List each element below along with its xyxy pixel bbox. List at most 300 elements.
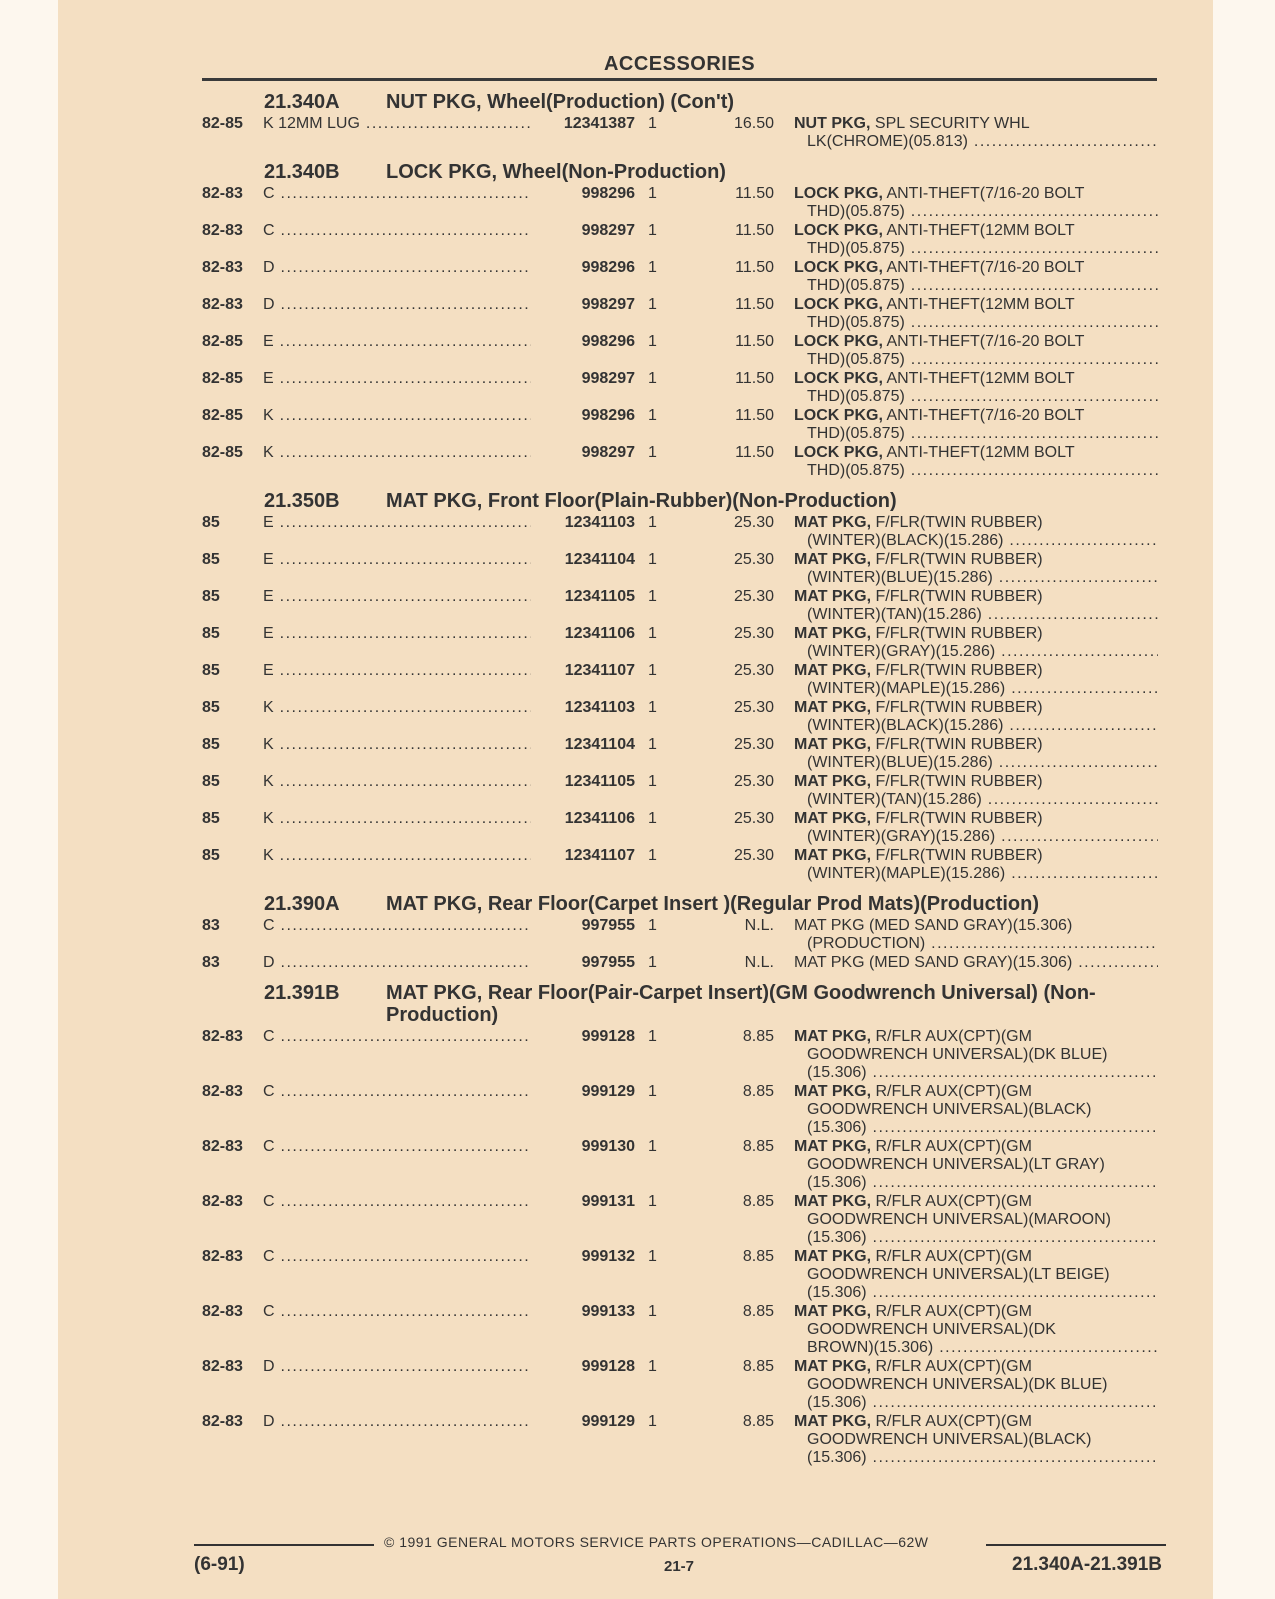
footer-range: 21.340A-21.391B bbox=[1012, 1554, 1162, 1575]
description-text: MAT PKG (MED SAND GRAY)(15.306) bbox=[794, 954, 1073, 971]
row-quantity: 1 bbox=[648, 1358, 657, 1375]
row-model: C ..... bbox=[263, 185, 531, 203]
row-quantity: 1 bbox=[648, 1138, 657, 1155]
row-part-number: 998297 bbox=[581, 296, 635, 313]
row-part-number: 999132 bbox=[581, 1248, 635, 1265]
row-years: 85 bbox=[202, 736, 220, 753]
row-price: 25.30 bbox=[733, 662, 774, 679]
row-price: 8.85 bbox=[742, 1248, 774, 1265]
row-description bbox=[794, 588, 1158, 624]
table-row bbox=[202, 810, 1157, 846]
description-text: R/FLR AUX(CPT)(GM bbox=[871, 1248, 1032, 1265]
row-description bbox=[794, 1138, 1158, 1192]
section-heading bbox=[202, 982, 1157, 1026]
row-model: C ..... bbox=[263, 1303, 531, 1321]
row-years: 85 bbox=[202, 773, 220, 790]
description-line bbox=[794, 736, 1158, 754]
description-line bbox=[794, 717, 1158, 735]
description-bold: MAT PKG, bbox=[794, 1083, 872, 1100]
description-line bbox=[794, 407, 1158, 425]
row-price: 11.50 bbox=[735, 444, 774, 461]
row-model: K ..... bbox=[263, 444, 531, 462]
row-model: E ..... bbox=[263, 625, 531, 643]
row-description bbox=[794, 185, 1158, 221]
footer-rule-left bbox=[194, 1544, 374, 1546]
section-heading bbox=[202, 161, 1157, 183]
table-row bbox=[202, 662, 1157, 698]
row-description bbox=[794, 333, 1158, 369]
row-part-number: 12341107 bbox=[564, 662, 635, 679]
table-row bbox=[202, 296, 1157, 332]
row-years: 82-85 bbox=[202, 115, 243, 132]
row-price: 8.85 bbox=[742, 1413, 774, 1430]
row-years: 82-83 bbox=[202, 1358, 243, 1375]
row-model: K ..... bbox=[263, 847, 531, 865]
row-quantity: 1 bbox=[648, 185, 657, 202]
row-description bbox=[794, 699, 1158, 735]
table-row bbox=[202, 115, 1157, 151]
description-text: THD)(05.875) bbox=[807, 240, 905, 257]
row-part-number: 999128 bbox=[581, 1028, 635, 1045]
description-line bbox=[794, 606, 1158, 624]
description-line bbox=[794, 351, 1158, 369]
row-part-number: 999128 bbox=[581, 1358, 635, 1375]
table-row bbox=[202, 917, 1157, 953]
row-description bbox=[794, 222, 1158, 258]
description-bold: MAT PKG, bbox=[794, 1028, 872, 1045]
description-text: (WINTER)(TAN)(15.286) bbox=[807, 791, 982, 808]
row-years: 82-83 bbox=[202, 1138, 243, 1155]
description-text: (WINTER)(TAN)(15.286) bbox=[807, 606, 982, 623]
row-model: E ..... bbox=[263, 514, 531, 532]
description-line bbox=[794, 388, 1158, 406]
row-model: D ..... bbox=[263, 1358, 531, 1376]
row-model: K ..... bbox=[263, 810, 531, 828]
description-line bbox=[794, 1358, 1158, 1376]
row-price: 8.85 bbox=[742, 1138, 774, 1155]
description-line bbox=[794, 203, 1158, 221]
row-price: 11.50 bbox=[735, 259, 774, 276]
row-model: C ..... bbox=[263, 222, 531, 240]
description-line bbox=[794, 643, 1158, 661]
description-text: GOODWRENCH UNIVERSAL)(DK bbox=[807, 1321, 1056, 1338]
description-text: SPL SECURITY WHL bbox=[870, 115, 1030, 132]
row-description bbox=[794, 115, 1158, 151]
section-title: MAT PKG, Rear Floor(Pair-Carpet Insert)(GM Goodwrench Universal) (Non-Production) bbox=[386, 982, 1096, 1026]
description-text: ANTI-THEFT(12MM BOLT bbox=[882, 222, 1075, 239]
description-text: F/FLR(TWIN RUBBER) bbox=[871, 588, 1043, 605]
row-price: 11.50 bbox=[735, 296, 774, 313]
description-text: ANTI-THEFT(12MM BOLT bbox=[882, 444, 1075, 461]
description-text: BROWN)(15.306) bbox=[807, 1339, 934, 1356]
row-price: 8.85 bbox=[742, 1303, 774, 1320]
row-part-number: 997955 bbox=[581, 917, 635, 934]
row-quantity: 1 bbox=[648, 1248, 657, 1265]
row-years: 82-83 bbox=[202, 185, 243, 202]
row-description bbox=[794, 847, 1158, 883]
row-description bbox=[794, 444, 1158, 480]
section-code: 21.391B bbox=[264, 982, 340, 1004]
row-quantity: 1 bbox=[648, 810, 657, 827]
section-title: MAT PKG, Rear Floor(Carpet Insert )(Regular Prod Mats)(Production) bbox=[386, 893, 1039, 915]
row-model: C ..... bbox=[263, 1028, 531, 1046]
description-line bbox=[794, 1413, 1158, 1431]
description-line bbox=[794, 462, 1158, 480]
row-years: 85 bbox=[202, 699, 220, 716]
table-row bbox=[202, 222, 1157, 258]
description-line bbox=[794, 917, 1158, 935]
row-model: D ..... bbox=[263, 954, 531, 972]
row-quantity: 1 bbox=[648, 736, 657, 753]
description-text: F/FLR(TWIN RUBBER) bbox=[871, 662, 1043, 679]
description-line bbox=[794, 828, 1158, 846]
description-text: ANTI-THEFT(12MM BOLT bbox=[882, 296, 1075, 313]
description-line bbox=[794, 222, 1158, 240]
row-part-number: 12341106 bbox=[564, 625, 635, 642]
description-text: (WINTER)(GRAY)(15.286) bbox=[807, 643, 996, 660]
row-years: 82-83 bbox=[202, 259, 243, 276]
row-part-number: 998296 bbox=[581, 185, 635, 202]
row-years: 82-85 bbox=[202, 407, 243, 424]
section-title: MAT PKG, Front Floor(Plain-Rubber)(Non-Production) bbox=[386, 490, 897, 512]
section-heading bbox=[202, 490, 1157, 512]
description-line bbox=[794, 1028, 1158, 1046]
row-price: 8.85 bbox=[742, 1083, 774, 1100]
description-line bbox=[794, 296, 1158, 314]
row-price: 16.50 bbox=[733, 115, 774, 132]
table-row bbox=[202, 773, 1157, 809]
row-quantity: 1 bbox=[648, 699, 657, 716]
description-line bbox=[794, 1046, 1158, 1064]
description-line bbox=[794, 133, 1158, 151]
row-description bbox=[794, 514, 1158, 550]
description-line bbox=[794, 370, 1158, 388]
row-part-number: 12341105 bbox=[564, 773, 635, 790]
row-price: 25.30 bbox=[733, 625, 774, 642]
table-row bbox=[202, 625, 1157, 661]
row-price: N.L. bbox=[744, 917, 774, 934]
description-line bbox=[794, 1119, 1158, 1137]
description-line bbox=[794, 1248, 1158, 1266]
row-years: 82-83 bbox=[202, 222, 243, 239]
description-line bbox=[794, 1083, 1158, 1101]
description-line bbox=[794, 277, 1158, 295]
row-description bbox=[794, 917, 1158, 953]
description-line bbox=[794, 1156, 1158, 1174]
row-quantity: 1 bbox=[648, 1413, 657, 1430]
row-model: K ..... bbox=[263, 407, 531, 425]
row-price: 11.50 bbox=[735, 333, 774, 350]
description-line bbox=[794, 185, 1158, 203]
description-text: R/FLR AUX(CPT)(GM bbox=[871, 1413, 1032, 1430]
row-quantity: 1 bbox=[648, 1083, 657, 1100]
row-description bbox=[794, 1248, 1158, 1302]
row-model: D ..... bbox=[263, 1413, 531, 1431]
row-description bbox=[794, 1028, 1158, 1082]
description-line bbox=[794, 773, 1158, 791]
sections-container bbox=[202, 91, 1157, 1467]
description-line bbox=[794, 1376, 1158, 1394]
row-description bbox=[794, 1303, 1158, 1357]
description-line bbox=[794, 1303, 1158, 1321]
description-line bbox=[794, 314, 1158, 332]
row-model: C ..... bbox=[263, 1193, 531, 1211]
description-text: (WINTER)(BLACK)(15.286) bbox=[807, 717, 1004, 734]
description-line bbox=[794, 1211, 1158, 1229]
page-title: ACCESSORIES bbox=[202, 52, 1157, 81]
row-price: 25.30 bbox=[733, 847, 774, 864]
description-line bbox=[794, 1339, 1158, 1357]
description-text: (WINTER)(MAPLE)(15.286) bbox=[807, 865, 1006, 882]
description-text: ANTI-THEFT(7/16-20 BOLT bbox=[882, 333, 1085, 350]
description-line bbox=[794, 1138, 1158, 1156]
description-bold: MAT PKG, bbox=[794, 847, 872, 864]
row-price: 11.50 bbox=[735, 222, 774, 239]
row-model: D ..... bbox=[263, 296, 531, 314]
row-part-number: 12341105 bbox=[564, 588, 635, 605]
section-heading bbox=[202, 91, 1157, 113]
table-row bbox=[202, 1138, 1157, 1192]
description-text: R/FLR AUX(CPT)(GM bbox=[871, 1303, 1032, 1320]
row-part-number: 999129 bbox=[581, 1413, 635, 1430]
description-text: THD)(05.875) bbox=[807, 203, 905, 220]
row-price: N.L. bbox=[744, 954, 774, 971]
description-line bbox=[794, 954, 1158, 972]
description-line bbox=[794, 1101, 1158, 1119]
description-text: (WINTER)(MAPLE)(15.286) bbox=[807, 680, 1006, 697]
row-years: 85 bbox=[202, 588, 220, 605]
description-line bbox=[794, 333, 1158, 351]
row-model: C ..... bbox=[263, 1138, 531, 1156]
section-title: NUT PKG, Wheel(Production) (Con't) bbox=[386, 91, 735, 113]
description-line bbox=[794, 1284, 1158, 1302]
row-model: C ..... bbox=[263, 1083, 531, 1101]
description-text: (PRODUCTION) bbox=[807, 935, 926, 952]
description-line bbox=[794, 791, 1158, 809]
row-price: 11.50 bbox=[735, 407, 774, 424]
description-text: (15.306) bbox=[807, 1284, 867, 1301]
description-text: R/FLR AUX(CPT)(GM bbox=[871, 1083, 1032, 1100]
description-text: GOODWRENCH UNIVERSAL)(MAROON) bbox=[807, 1211, 1112, 1228]
description-text: THD)(05.875) bbox=[807, 425, 905, 442]
row-price: 25.30 bbox=[733, 736, 774, 753]
row-price: 25.30 bbox=[733, 588, 774, 605]
row-description bbox=[794, 625, 1158, 661]
row-quantity: 1 bbox=[648, 222, 657, 239]
row-description bbox=[794, 810, 1158, 846]
description-text: (15.306) bbox=[807, 1394, 867, 1411]
description-line bbox=[794, 1394, 1158, 1412]
row-description bbox=[794, 407, 1158, 443]
row-part-number: 12341107 bbox=[564, 847, 635, 864]
description-bold: LOCK PKG, bbox=[794, 444, 883, 461]
row-quantity: 1 bbox=[648, 847, 657, 864]
table-row bbox=[202, 259, 1157, 295]
row-quantity: 1 bbox=[648, 1193, 657, 1210]
description-bold: LOCK PKG, bbox=[794, 407, 883, 424]
description-text: THD)(05.875) bbox=[807, 277, 905, 294]
description-text: F/FLR(TWIN RUBBER) bbox=[871, 625, 1043, 642]
description-line bbox=[794, 865, 1158, 883]
description-bold: MAT PKG, bbox=[794, 588, 872, 605]
table-row bbox=[202, 1193, 1157, 1247]
description-text: F/FLR(TWIN RUBBER) bbox=[871, 551, 1043, 568]
description-line bbox=[794, 935, 1158, 953]
description-text: (15.306) bbox=[807, 1119, 867, 1136]
row-model: D ..... bbox=[263, 259, 531, 277]
description-text: THD)(05.875) bbox=[807, 388, 905, 405]
description-text: ANTI-THEFT(12MM BOLT bbox=[882, 370, 1075, 387]
description-text: (15.306) bbox=[807, 1449, 867, 1466]
description-text: THD)(05.875) bbox=[807, 462, 905, 479]
row-years: 82-85 bbox=[202, 370, 243, 387]
table-row bbox=[202, 1028, 1157, 1082]
row-description bbox=[794, 551, 1158, 587]
table-row bbox=[202, 1248, 1157, 1302]
description-bold: LOCK PKG, bbox=[794, 185, 883, 202]
table-row bbox=[202, 551, 1157, 587]
row-quantity: 1 bbox=[648, 954, 657, 971]
description-bold: MAT PKG, bbox=[794, 1138, 872, 1155]
row-quantity: 1 bbox=[648, 773, 657, 790]
description-text: (WINTER)(BLACK)(15.286) bbox=[807, 532, 1004, 549]
description-bold: MAT PKG, bbox=[794, 514, 872, 531]
description-bold: MAT PKG, bbox=[794, 1193, 872, 1210]
description-line bbox=[794, 588, 1158, 606]
description-line bbox=[794, 551, 1158, 569]
description-text: THD)(05.875) bbox=[807, 314, 905, 331]
description-line bbox=[794, 1321, 1158, 1339]
row-years: 85 bbox=[202, 662, 220, 679]
section-code: 21.350B bbox=[264, 490, 340, 512]
description-bold: LOCK PKG, bbox=[794, 259, 883, 276]
row-price: 8.85 bbox=[742, 1193, 774, 1210]
row-years: 83 bbox=[202, 954, 220, 971]
row-description bbox=[794, 1358, 1158, 1412]
row-years: 85 bbox=[202, 847, 220, 864]
description-line bbox=[794, 425, 1158, 443]
description-text: GOODWRENCH UNIVERSAL)(LT BEIGE) bbox=[807, 1266, 1110, 1283]
table-row bbox=[202, 333, 1157, 369]
description-line bbox=[794, 1229, 1158, 1247]
row-part-number: 997955 bbox=[581, 954, 635, 971]
table-row bbox=[202, 1083, 1157, 1137]
row-part-number: 12341103 bbox=[564, 699, 635, 716]
row-price: 25.30 bbox=[733, 699, 774, 716]
row-part-number: 12341103 bbox=[564, 514, 635, 531]
description-bold: MAT PKG, bbox=[794, 1303, 872, 1320]
row-price: 8.85 bbox=[742, 1358, 774, 1375]
description-text: ANTI-THEFT(7/16-20 BOLT bbox=[882, 259, 1085, 276]
description-text: (15.306) bbox=[807, 1229, 867, 1246]
row-years: 85 bbox=[202, 625, 220, 642]
description-line bbox=[794, 625, 1158, 643]
description-text: (15.306) bbox=[807, 1064, 867, 1081]
row-years: 85 bbox=[202, 514, 220, 531]
row-model: K ..... bbox=[263, 773, 531, 791]
row-model: K 12MM LUG ..... bbox=[263, 115, 531, 133]
table-row bbox=[202, 1358, 1157, 1412]
row-part-number: 999133 bbox=[581, 1303, 635, 1320]
row-years: 82-83 bbox=[202, 1083, 243, 1100]
description-text: R/FLR AUX(CPT)(GM bbox=[871, 1358, 1032, 1375]
description-bold: MAT PKG, bbox=[794, 773, 872, 790]
description-bold: MAT PKG, bbox=[794, 699, 872, 716]
description-line bbox=[794, 1174, 1158, 1192]
section-code: 21.340B bbox=[264, 161, 340, 183]
description-bold: MAT PKG, bbox=[794, 1248, 872, 1265]
row-part-number: 12341104 bbox=[564, 551, 635, 568]
description-line bbox=[794, 1193, 1158, 1211]
row-description bbox=[794, 259, 1158, 295]
description-text: F/FLR(TWIN RUBBER) bbox=[871, 773, 1043, 790]
row-quantity: 1 bbox=[648, 370, 657, 387]
description-line bbox=[794, 680, 1158, 698]
row-price: 8.85 bbox=[742, 1028, 774, 1045]
row-description bbox=[794, 773, 1158, 809]
row-years: 83 bbox=[202, 917, 220, 934]
row-description bbox=[794, 662, 1158, 698]
row-quantity: 1 bbox=[648, 551, 657, 568]
description-text: R/FLR AUX(CPT)(GM bbox=[871, 1028, 1032, 1045]
row-part-number: 999130 bbox=[581, 1138, 635, 1155]
description-text: (WINTER)(GRAY)(15.286) bbox=[807, 828, 996, 845]
description-bold: MAT PKG, bbox=[794, 551, 872, 568]
row-part-number: 999129 bbox=[581, 1083, 635, 1100]
row-model: C ..... bbox=[263, 917, 531, 935]
description-text: GOODWRENCH UNIVERSAL)(LT GRAY) bbox=[807, 1156, 1105, 1173]
row-part-number: 998296 bbox=[581, 333, 635, 350]
row-quantity: 1 bbox=[648, 444, 657, 461]
row-part-number: 998296 bbox=[581, 259, 635, 276]
description-text: F/FLR(TWIN RUBBER) bbox=[871, 736, 1043, 753]
description-line bbox=[794, 240, 1158, 258]
description-text: F/FLR(TWIN RUBBER) bbox=[871, 699, 1043, 716]
table-row bbox=[202, 185, 1157, 221]
row-part-number: 998297 bbox=[581, 444, 635, 461]
row-quantity: 1 bbox=[648, 662, 657, 679]
description-line bbox=[794, 532, 1158, 550]
row-quantity: 1 bbox=[648, 514, 657, 531]
description-text: LK(CHROME)(05.813) bbox=[807, 133, 968, 150]
footer-rule-right bbox=[986, 1544, 1166, 1546]
table-row bbox=[202, 1303, 1157, 1357]
section-heading bbox=[202, 893, 1157, 915]
table-row bbox=[202, 407, 1157, 443]
description-text: GOODWRENCH UNIVERSAL)(DK BLUE) bbox=[807, 1376, 1108, 1393]
description-bold: LOCK PKG, bbox=[794, 370, 883, 387]
catalog-content bbox=[202, 52, 1157, 1468]
footer-page-number: 21-7 bbox=[664, 1558, 695, 1575]
description-bold: MAT PKG, bbox=[794, 736, 872, 753]
row-quantity: 1 bbox=[648, 333, 657, 350]
row-model: E ..... bbox=[263, 551, 531, 569]
description-text: THD)(05.875) bbox=[807, 351, 905, 368]
row-quantity: 1 bbox=[648, 296, 657, 313]
row-price: 25.30 bbox=[733, 773, 774, 790]
description-line bbox=[794, 847, 1158, 865]
description-line bbox=[794, 444, 1158, 462]
row-years: 82-85 bbox=[202, 444, 243, 461]
description-text: GOODWRENCH UNIVERSAL)(BLACK) bbox=[807, 1101, 1092, 1118]
row-part-number: 998296 bbox=[581, 407, 635, 424]
description-line bbox=[794, 1431, 1158, 1449]
section-title: LOCK PKG, Wheel(Non-Production) bbox=[386, 161, 726, 183]
description-text: ANTI-THEFT(7/16-20 BOLT bbox=[882, 407, 1085, 424]
row-description bbox=[794, 736, 1158, 772]
row-years: 82-85 bbox=[202, 333, 243, 350]
description-bold: MAT PKG, bbox=[794, 810, 872, 827]
